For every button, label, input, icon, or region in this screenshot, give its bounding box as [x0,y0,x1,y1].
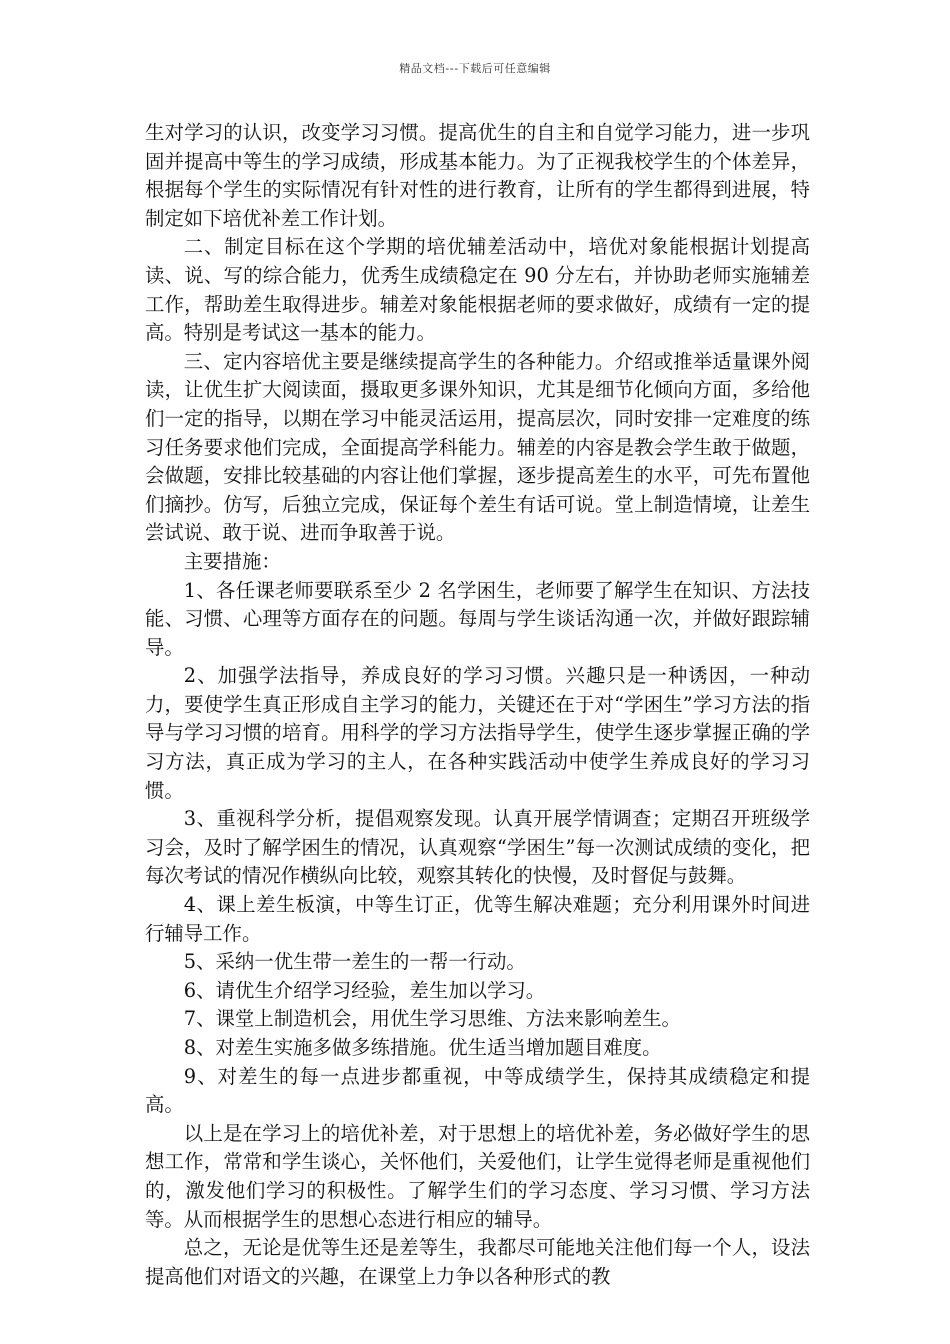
paragraph-measure-6: 6、请优生介绍学习经验，差生加以学习。 [183,978,546,1002]
paragraph-measure-2: 2、加强学法指导，养成良好的学习习惯。兴趣只是一种诱因，一种动力，要使学生真正形成自主学习的能力，关键还在于对“学困生”学习方法的指导与学习习惯的培育。用科学的学习方法指导学生，使学生逐步掌握正确的学习方法，真正成为学习的主人，在各种实践活动中使学生养成良好的学习习惯。 [145,664,810,802]
paragraph-ideological: 以上是在学习上的培优补差，对于思想上的培优补差，务必做好学生的思想工作，常常和学生谈心，关怀他们，关爱他们，让学生觉得老师是重视他们的，激发他们学习的积极性。了解学生们的学习态度、学习习惯、学习方法等。从而根据学生的思想心态进行相应的辅导。 [145,1121,810,1231]
paragraph-measure-4: 4、课上差生板演，中等生订正，优等生解决难题；充分利用课外时间进行辅导工作。 [145,893,810,945]
paragraph-measure-1: 1、各任课老师要联系至少 2 名学困生，老师要了解学生在知识、方法技能、习惯、心理等方面存在的问题。每周与学生谈话沟通一次，并做好跟踪辅导。 [145,578,810,659]
paragraph-measure-8: 8、对差生实施多做多练措施。优生适当增加题目难度。 [183,1036,662,1059]
document-body [145,119,810,1291]
paragraph-measure-7: 7、课堂上制造机会，用优生学习思维、方法来影响差生。 [183,1007,681,1031]
paragraph-conclusion: 总之，无论是优等生还是差等生，我都尽可能地关注他们每一个人，设法提高他们对语文的兴趣，在课堂上力争以各种形式的教 [145,1236,810,1288]
paragraph-goals: 二、制定目标在这个学期的培优辅差活动中，培优对象能根据计划提高读、说、写的综合能力，优秀生成绩稳定在 90 分左右，并协助老师实施辅差工作，帮助差生取得进步。辅差对象能根据老师的要求做好，成绩有一定的提高。特别是考试这一基本的能力。 [145,235,810,345]
paragraph-measure-5: 5、采纳一优生带一差生的一帮一行动。 [183,950,526,974]
paragraph-measure-3: 3、重视科学分析，提倡观察发现。认真开展学情调查；定期召开班级学习会，及时了解学困生的情况，认真观察“学困生”每一次测试成绩的变化，把每次考试的情况作横纵向比较，观察其转化的快慢，及时督促与鼓舞。 [145,807,810,888]
paragraph-measures-heading: 主要措施： [183,549,281,573]
paragraph-intro-continued: 生对学习的认识，改变学习习惯。提高优生的自主和自觉学习能力，进一步巩固并提高中等生的学习成绩，形成基本能力。为了正视我校学生的个体差异，根据每个学生的实际情况有针对性的进行教育，让所有的学生都得到进展，特制定如下培优补差工作计划。 [145,121,810,230]
page-header: 精品文档---下载后可任意编辑 [399,62,551,75]
paragraph-measure-9: 9、对差生的每一点进步都重视，中等成绩学生，保持其成绩稳定和提高。 [145,1064,810,1117]
paragraph-content: 三、定内容培优主要是继续提高学生的各种能力。介绍或推举适量课外阅读，让优生扩大阅读面，摄取更多课外知识，尤其是细节化倾向方面，多给他们一定的指导，以期在学习中能灵活运用，提高层次，同时安排一定难度的练习任务要求他们完成，全面提高学科能力。辅差的内容是教会学生敢于做题，会做题，安排比较基础的内容让他们掌握，逐步提高差生的水平，可先布置他们摘抄。仿写，后独立完成，保证每个差生有话可说。堂上制造情境，让差生尝试说、敢于说、进而争取善于说。 [145,349,810,545]
